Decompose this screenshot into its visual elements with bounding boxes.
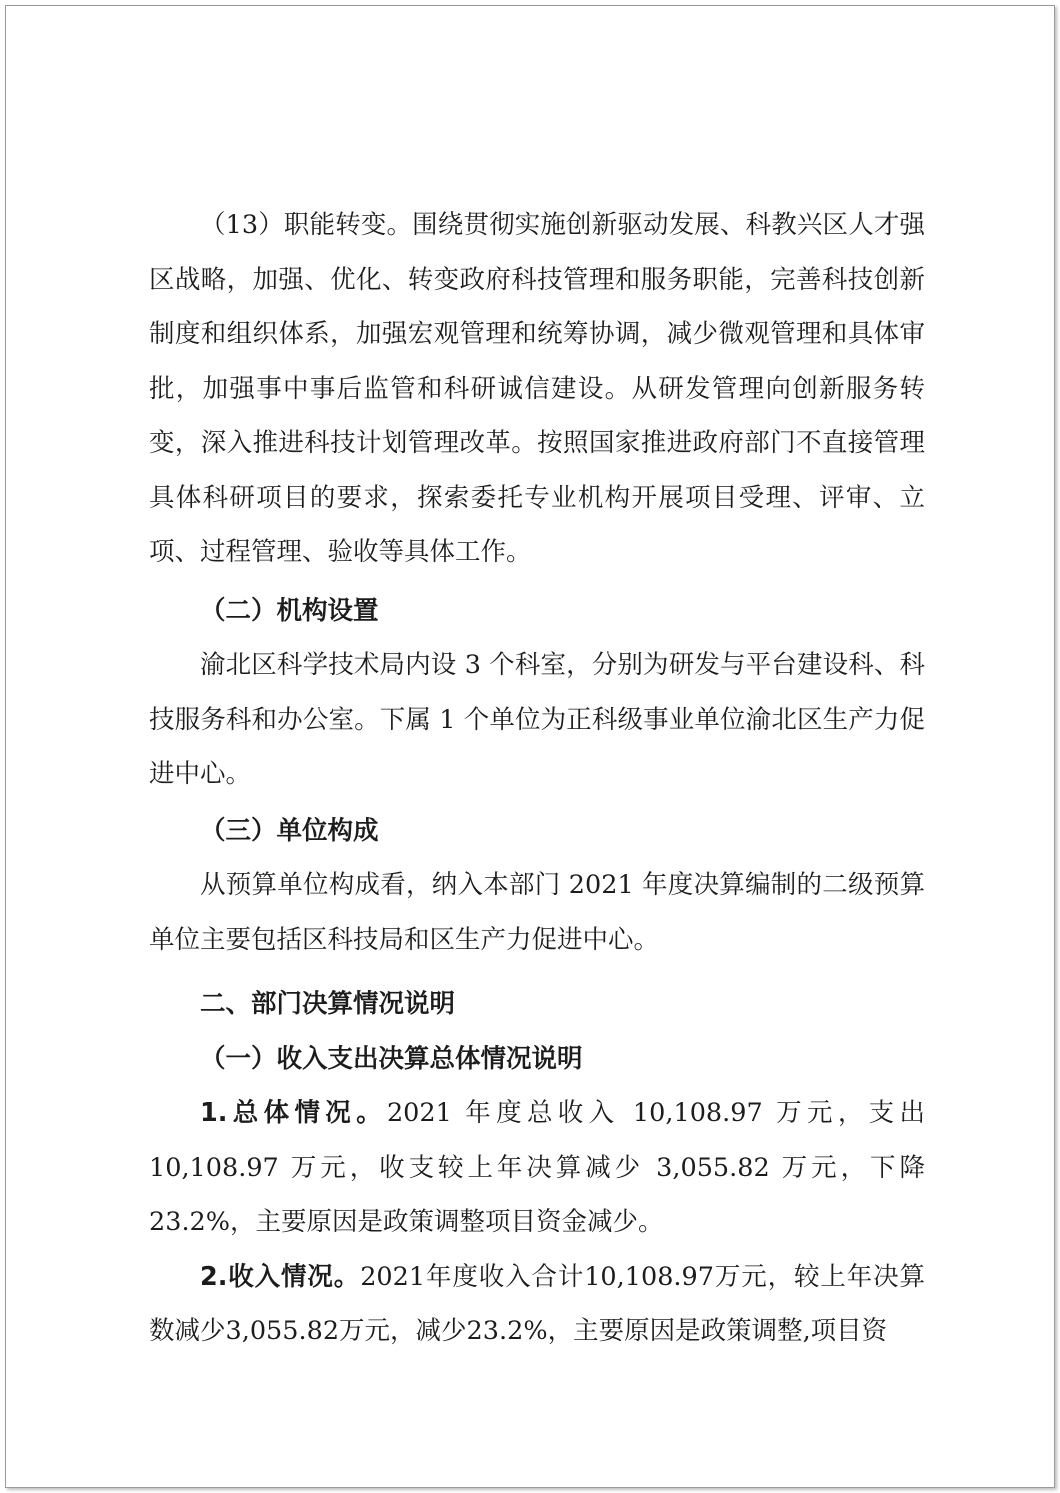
heading-department-final-accounts: 二、部门决算情况说明 <box>200 989 456 1019</box>
paragraph-income-situation <box>149 1250 925 1359</box>
paragraph-unit-composition: 从预算单位构成看，纳入本部门 2021 年度决算编制的二级预算单位主要包括区科技局和区生产力促进中心。 <box>149 870 925 955</box>
paragraph-overall-situation <box>149 1086 925 1250</box>
paragraph-function-transformation: （13）职能转变。围绕贯彻实施创新驱动发展、科教兴区人才强区战略，加强、优化、转变政府科技管理和服务职能，完善科技创新制度和组织体系，加强宏观管理和统筹协调，减少微观管理和具体审批，加强事中事后监管和科研诚信建设。从研发管理向创新服务转变，深入推进科技计划管理改革。按照国家推进政府部门不直接管理具体科研项目的要求，探索委托专业机构开展项目受理、评审、立项、过程管理、验收等具体工作。 <box>149 210 925 567</box>
income-situation-text: 2021年度收入合计10,108.97万元，较上年决算数减少3,055.82万元，减少23.2%，主要原因是政策调整,项目资 <box>149 1261 925 1346</box>
overall-situation-text: 2021 年度总收入 10,108.97 万元，支出 10,108.97 万元，收支较上年决算减少 3,055.82 万元，下降 23.2%，主要原因是政策调整项目资金减少。 <box>149 1098 925 1237</box>
paragraph-organization-setup: 渝北区科学技术局内设 3 个科室，分别为研发与平台建设科、科技服务科和办公室。下属 1 个单位为正科级事业单位渝北区生产力促进中心。 <box>149 650 925 789</box>
document-body <box>149 198 925 1359</box>
heading-unit-composition: （三）单位构成 <box>200 815 379 846</box>
income-situation-lead: 2.收入情况。 <box>200 1261 361 1292</box>
heading-income-expenditure-overview: （一）收入支出决算总体情况说明 <box>200 1043 583 1074</box>
document-page <box>5 5 1055 1488</box>
heading-organization-setup: （二）机构设置 <box>200 595 379 626</box>
overall-situation-lead: 1.总体情况。 <box>200 1098 387 1128</box>
